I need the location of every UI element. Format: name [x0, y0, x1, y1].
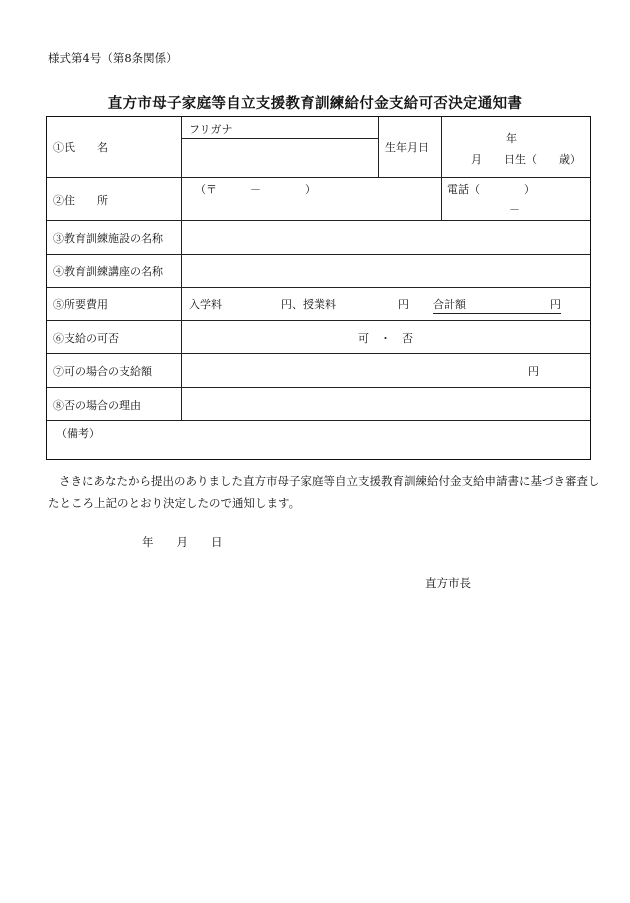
total-yen: 円 — [550, 298, 561, 311]
required-cost-label: ⑤所要費用 — [53, 298, 108, 311]
facility-name-label: ③教育訓練施設の名称 — [53, 232, 163, 245]
form-number: 様式第4号（第8条関係） — [48, 51, 178, 65]
approval-label: ⑥支給の可否 — [53, 332, 119, 345]
document-title: 直方市母子家庭等自立支援教育訓練給付金支給可否決定通知書 — [107, 95, 523, 112]
birth-month-day-age: 月 日生（ 歳） — [471, 153, 581, 166]
rejection-reason-label: ⑧否の場合の理由 — [53, 399, 141, 412]
approval-options: 可 ・ 否 — [358, 332, 413, 345]
birthdate-label: 生年月日 — [385, 141, 429, 154]
decision-table — [46, 116, 591, 460]
issue-date: 年 月 日 — [142, 535, 223, 549]
notice-text: さきにあなたから提出のありました直方市母子家庭等自立支援教育訓練給付金支給申請書に基づき審査したところ上記のとおり決定したので通知します。 — [48, 474, 600, 510]
issuer-name: 直方市長 — [425, 576, 471, 590]
furigana-label: フリガナ — [189, 123, 233, 136]
phone-label: 電話（ ） — [447, 183, 535, 196]
payment-amount-yen: 円 — [528, 365, 539, 378]
payment-amount-label: ⑦可の場合の支給額 — [53, 365, 152, 378]
entrance-fee-label: 入学料 — [189, 298, 222, 311]
name-label: ①氏 名 — [53, 141, 108, 154]
total-amount — [433, 296, 561, 314]
birth-year-label: 年 — [506, 132, 517, 145]
tuition-yen: 円 — [398, 298, 409, 311]
course-name-label: ④教育訓練講座の名称 — [53, 265, 163, 278]
address-label: ②住 所 — [53, 194, 108, 207]
tuition-label: 円、授業料 — [281, 298, 336, 311]
phone-dash: － — [509, 203, 520, 216]
remarks-label: （備考） — [56, 427, 100, 440]
total-amount-label: 合計額 — [433, 298, 466, 311]
postal-code-field: （〒 － ） — [195, 183, 316, 196]
